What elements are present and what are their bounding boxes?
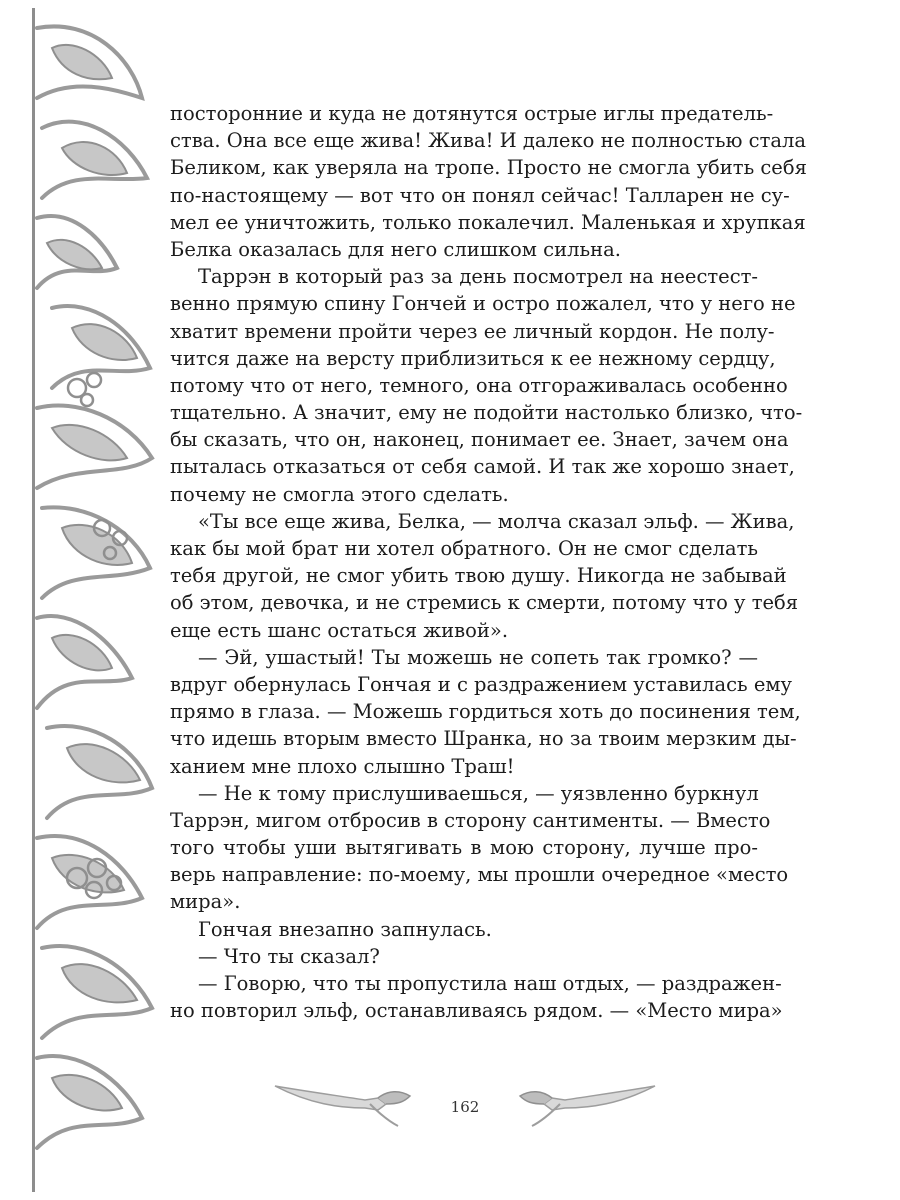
- text-line: как бы мой брат ни хотел обратного. Он не смог сделать: [170, 537, 758, 560]
- text-line: хватит времени пройти через ее личный кордон. Не полу-: [170, 319, 775, 343]
- text-line: — Что ты сказал?: [198, 944, 380, 968]
- text-line: потому что от него, темного, она отгораживалась особенно: [170, 373, 788, 397]
- text-line: того чтобы уши вытягивать в мою сторону, лучше про-: [170, 836, 758, 860]
- page-footer: [270, 1068, 660, 1138]
- text-line: ханием мне плохо слышно Траш!: [170, 754, 515, 778]
- text-line: Таррэн, мигом отбросив в сторону сантименты. — Вместо: [170, 808, 771, 832]
- page-number: 162: [450, 1098, 480, 1116]
- text-line: Таррэн в который раз за день посмотрел на неестест-: [198, 265, 758, 289]
- text-line: Беликом, как уверяла на тропе. Просто не смогла убить себя: [170, 156, 807, 180]
- text-line: — Эй, ушастый! Ты можешь не сопеть так громко? —: [198, 645, 758, 669]
- text-line: пыталась отказаться от себя самой. И так же хорошо знает,: [170, 455, 795, 479]
- text-line: тщательно. А значит, ему не подойти настолько близко, что-: [170, 401, 803, 425]
- text-column: [170, 100, 807, 1024]
- right-blade-ornament: [510, 1074, 660, 1134]
- text-line: тебя другой, не смог убить твою душу. Никогда не забывай: [170, 564, 787, 588]
- text-line: «Ты все еще жива, Белка, — молча сказал эльф. — Жива,: [198, 509, 795, 533]
- floral-border-ornament: [32, 8, 156, 1192]
- text-line: ства. Она все еще жива! Жива! И далеко не полностью стала: [170, 129, 807, 153]
- text-line: вдруг обернулась Гончая и с раздражением уставилась ему: [170, 672, 793, 696]
- text-line: но повторил эльф, останавливаясь рядом. — «Место мира»: [170, 999, 783, 1023]
- text-line: посторонние и куда не дотянутся острые иглы предатель-: [170, 102, 774, 125]
- text-line: еще есть шанс остаться живой».: [170, 618, 509, 642]
- text-line: мира».: [170, 890, 241, 914]
- text-line: об этом, девочка, и не стремись к смерти, потому что у тебя: [170, 591, 799, 615]
- text-line: мел ее уничтожить, только покалечил. Маленькая и хрупкая: [170, 210, 806, 234]
- text-line: почему не смогла этого сделать.: [170, 482, 509, 506]
- text-line: что идешь вторым вместо Шранка, но за твоим мерзким ды-: [170, 727, 797, 751]
- text-line: прямо в глаза. — Можешь гордиться хоть до посинения тем,: [170, 700, 801, 724]
- text-line: — Не к тому прислушиваешься, — уязвленно буркнул: [198, 781, 759, 805]
- text-line: венно прямую спину Гончей и остро пожалел, что у него не: [170, 292, 796, 316]
- text-line: по-настоящему — вот что он понял сейчас! Талларен не су-: [170, 183, 790, 207]
- text-line: Гончая внезапно запнулась.: [198, 917, 492, 941]
- text-line: Белка оказалась для него слишком сильна.: [170, 237, 621, 261]
- text-line: — Говорю, что ты пропустила наш отдых, — раздражен-: [198, 972, 782, 995]
- text-line: чится даже на версту приблизиться к ее нежному сердцу,: [170, 346, 776, 370]
- text-line: бы сказать, что он, наконец, понимает ее. Знает, зачем она: [170, 428, 789, 452]
- text-line: верь направление: по-моему, мы прошли очередное «место: [170, 863, 789, 887]
